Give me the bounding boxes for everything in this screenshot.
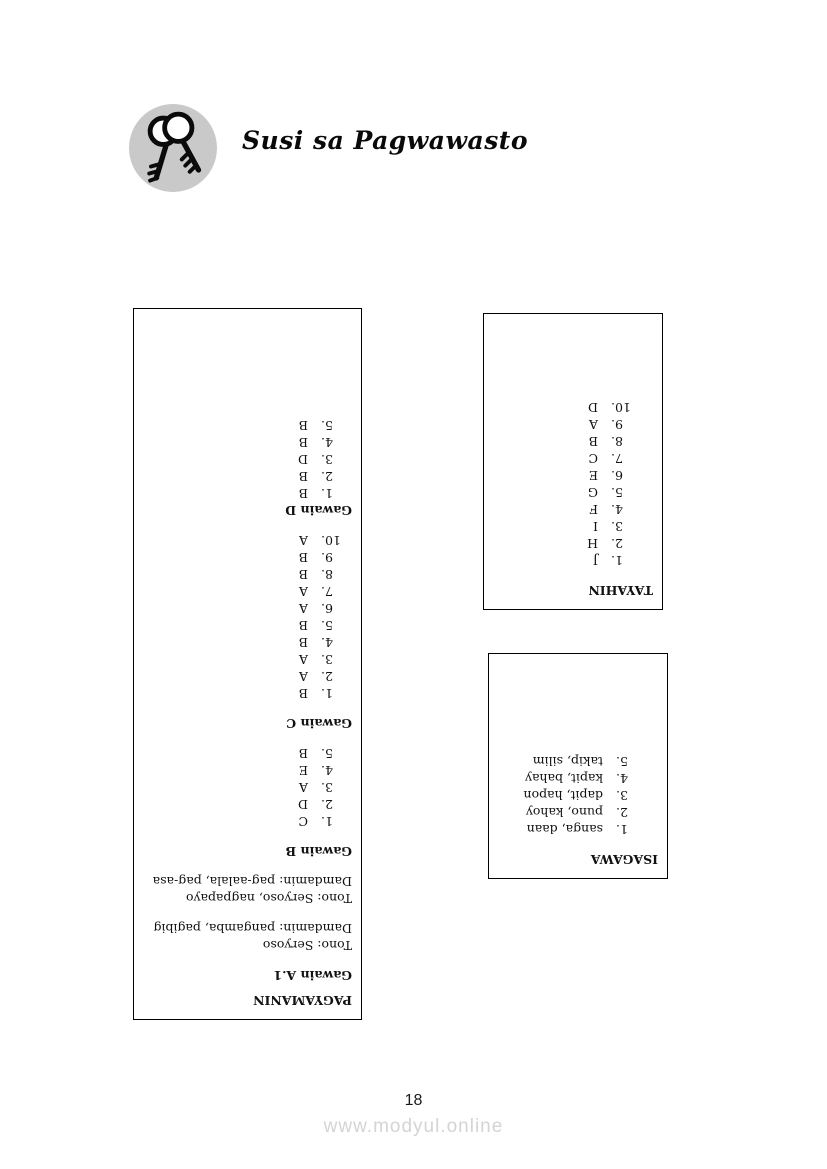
- item-answer: B: [588, 434, 598, 449]
- keys-icon-graphic: [129, 104, 217, 192]
- box-content-isagawa: [489, 654, 667, 878]
- item-number: 1.: [616, 822, 628, 837]
- answer-item: [143, 485, 352, 502]
- answer-item: [498, 821, 658, 838]
- answer-item: [493, 416, 653, 433]
- item-answer: B: [298, 435, 308, 450]
- item-answer: H: [587, 536, 598, 551]
- item-number: 4.: [616, 771, 628, 786]
- answer-item: [143, 566, 352, 583]
- item-number: 5.: [321, 418, 333, 433]
- item-answer: J: [592, 553, 598, 568]
- item-number: 2.: [321, 797, 333, 812]
- item-answer: B: [298, 486, 308, 501]
- item-number: 5.: [616, 754, 628, 769]
- item-answer: A: [298, 601, 308, 616]
- answer-item: [143, 668, 352, 685]
- item-answer: G: [588, 485, 598, 500]
- tayahin-list: [493, 399, 653, 569]
- item-number: 1.: [321, 486, 333, 501]
- answer-box-pagyamanin: [133, 308, 362, 1020]
- item-number: 7.: [321, 584, 333, 599]
- item-number: 4.: [321, 763, 333, 778]
- item-answer: sanga, daan: [526, 822, 603, 837]
- item-number: 6.: [611, 468, 623, 483]
- answer-item: [143, 468, 352, 485]
- answer-item: [143, 762, 352, 779]
- item-answer: E: [588, 468, 598, 483]
- answer-item: [143, 417, 352, 434]
- answer-item: [143, 434, 352, 451]
- item-answer: A: [298, 533, 308, 548]
- answer-item: [143, 685, 352, 702]
- section-heading: Gawain B: [285, 844, 352, 859]
- item-number: 1.: [321, 686, 333, 701]
- box-content-pagyamanin: [134, 309, 361, 1019]
- gawain-c-list: [143, 532, 352, 702]
- item-answer: dapit, hapon: [523, 788, 603, 803]
- item-number: 5.: [321, 746, 333, 761]
- item-number: 3.: [616, 788, 628, 803]
- item-answer: D: [587, 400, 598, 415]
- item-number: 6.: [321, 601, 333, 616]
- item-answer: B: [298, 618, 308, 633]
- section-heading: TAYAHIN: [588, 583, 653, 598]
- item-answer: B: [298, 469, 308, 484]
- item-answer: B: [298, 686, 308, 701]
- item-answer: B: [298, 567, 308, 582]
- section-heading: Gawain D: [285, 503, 352, 518]
- item-answer: B: [298, 746, 308, 761]
- answer-item: [143, 451, 352, 468]
- item-number: 8.: [321, 567, 333, 582]
- section-heading: ISAGAWA: [590, 852, 658, 867]
- item-number: 1.: [611, 553, 623, 568]
- item-number: 5.: [611, 485, 623, 500]
- answer-item: [143, 583, 352, 600]
- item-number: 4.: [611, 502, 623, 517]
- item-answer: puno, kahoy: [525, 805, 603, 820]
- item-number: 10.: [321, 533, 341, 548]
- keys-icon: [129, 104, 217, 192]
- item-answer: D: [297, 452, 308, 467]
- answer-box-tayahin: [483, 313, 663, 610]
- answer-item: [493, 535, 653, 552]
- section-heading: Gawain A.1: [273, 968, 352, 983]
- tono-line: Tono: Seryoso: [262, 938, 352, 953]
- item-number: 7.: [611, 451, 623, 466]
- item-number: 10.: [611, 400, 631, 415]
- item-answer: D: [297, 797, 308, 812]
- tono-line: Tono: Seryoso, nagpapayo: [185, 891, 352, 906]
- answer-item: [143, 779, 352, 796]
- answer-item: [143, 600, 352, 617]
- item-answer: B: [298, 550, 308, 565]
- gawain-b-list: [143, 745, 352, 830]
- answer-item: [498, 787, 658, 804]
- answer-item: [143, 813, 352, 830]
- item-answer: kapit, bahay: [524, 771, 603, 786]
- item-number: 9.: [321, 550, 333, 565]
- item-answer: F: [589, 502, 598, 517]
- answer-item: [498, 804, 658, 821]
- item-answer: takip, silim: [532, 754, 603, 769]
- gawain-a-entries: [143, 873, 352, 954]
- item-number: 5.: [321, 618, 333, 633]
- item-number: 2.: [321, 469, 333, 484]
- item-number: 3.: [321, 780, 333, 795]
- item-number: 3.: [611, 519, 623, 534]
- answer-item: [493, 501, 653, 518]
- answer-item: [493, 399, 653, 416]
- answer-item: [493, 552, 653, 569]
- item-number: 2.: [321, 669, 333, 684]
- item-number: 2.: [611, 536, 623, 551]
- item-answer: B: [298, 635, 308, 650]
- answer-item: [493, 450, 653, 467]
- answer-item: [143, 617, 352, 634]
- item-number: 9.: [611, 417, 623, 432]
- tono-damdamin-entry: [143, 920, 352, 954]
- section-heading: PAGYAMANIN: [253, 993, 352, 1008]
- item-number: 3.: [321, 652, 333, 667]
- answer-item: [143, 796, 352, 813]
- answer-item: [493, 484, 653, 501]
- answer-item: [498, 753, 658, 770]
- item-answer: A: [298, 669, 308, 684]
- answer-item: [143, 651, 352, 668]
- item-answer: E: [298, 763, 308, 778]
- answer-item: [143, 634, 352, 651]
- section-heading: Gawain C: [286, 716, 352, 731]
- answer-item: [143, 745, 352, 762]
- item-number: 4.: [321, 635, 333, 650]
- item-answer: A: [298, 584, 308, 599]
- item-answer: A: [298, 780, 308, 795]
- watermark: www.modyul.online: [323, 1116, 504, 1137]
- item-number: 3.: [321, 452, 333, 467]
- answer-item: [493, 518, 653, 535]
- item-answer: B: [298, 418, 308, 433]
- page-number: 18: [404, 1092, 423, 1109]
- damdamin-line: Damdamin: pangamba, pagibig: [153, 921, 352, 936]
- answer-box-isagawa: [488, 653, 668, 879]
- answer-item: [143, 549, 352, 566]
- answer-item: [493, 467, 653, 484]
- damdamin-line: Damdamin: pag-aalala, pag-asa: [152, 874, 352, 889]
- item-answer: A: [588, 417, 598, 432]
- item-answer: C: [588, 451, 598, 466]
- page-title: Susi sa Pagwawasto: [242, 126, 529, 155]
- answer-item: [493, 433, 653, 450]
- item-answer: C: [298, 814, 308, 829]
- item-number: 8.: [611, 434, 623, 449]
- answer-item: [143, 532, 352, 549]
- isagawa-list: [498, 753, 658, 838]
- item-number: 2.: [616, 805, 628, 820]
- gawain-d-list: [143, 417, 352, 502]
- item-number: 4.: [321, 435, 333, 450]
- item-number: 1.: [321, 814, 333, 829]
- item-answer: A: [298, 652, 308, 667]
- box-content-tayahin: [484, 314, 662, 609]
- answer-item: [498, 770, 658, 787]
- item-answer: I: [593, 519, 598, 534]
- tono-damdamin-entry: [143, 873, 352, 907]
